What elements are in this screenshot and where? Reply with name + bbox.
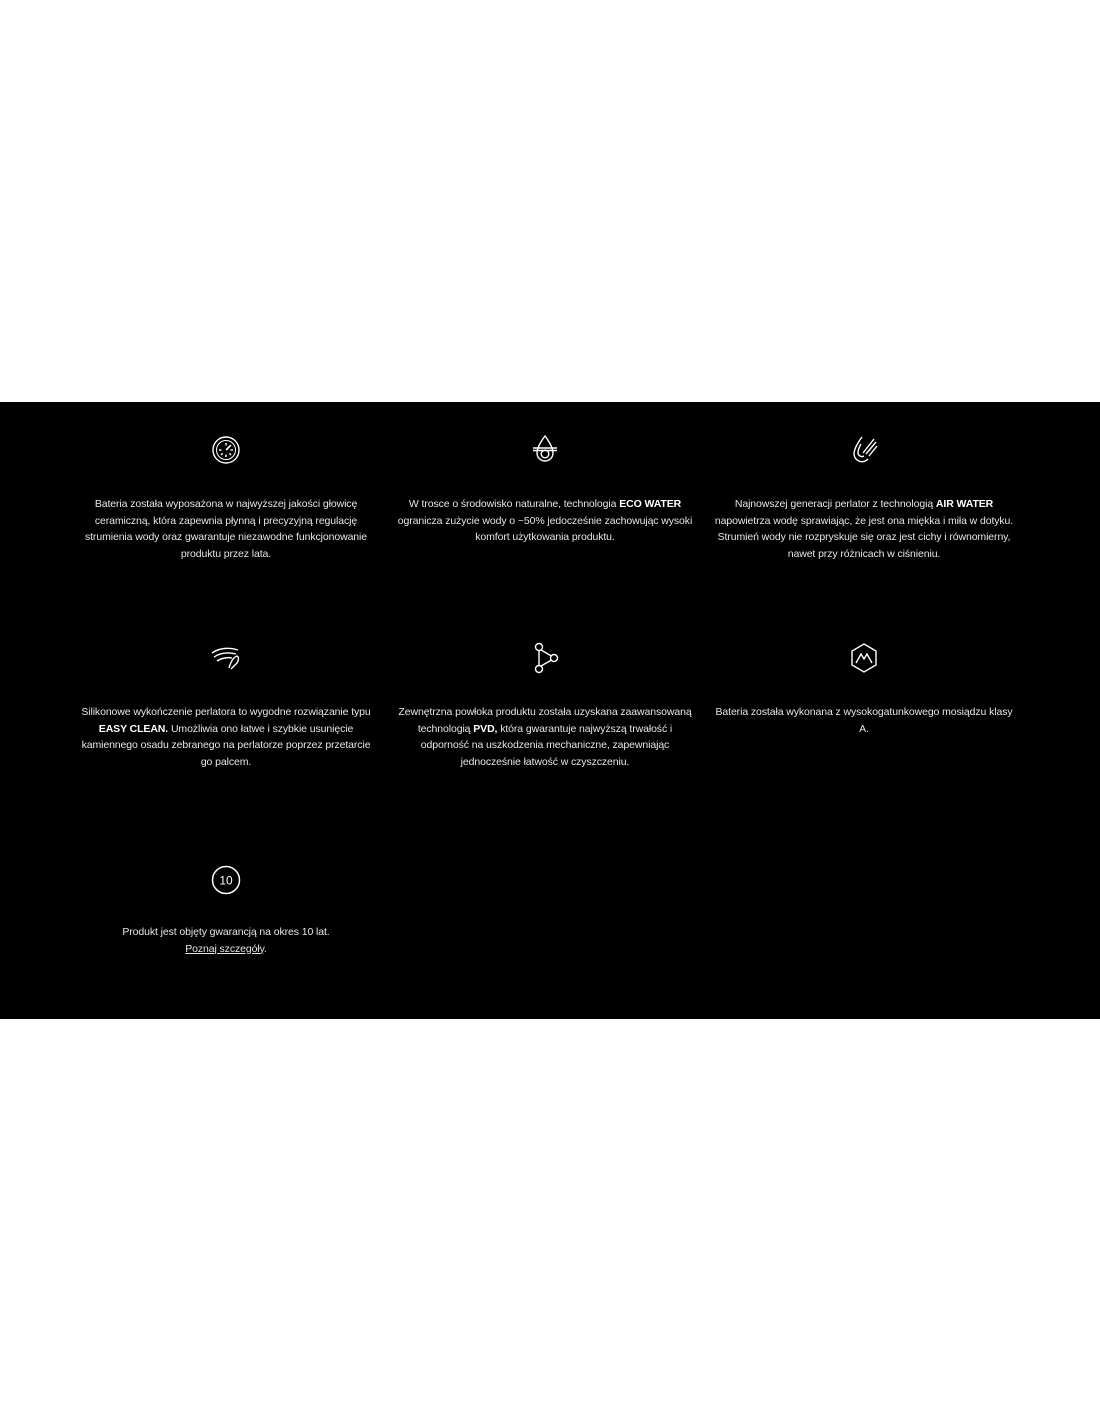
feature-pvd-coating <box>395 641 695 770</box>
feature-description: W trosce o środowisko naturalne, technologia ECO WATER ogranicza zużycie wody o ~50% jedocześnie zachowując wysoki komfort użytkowania produktu. <box>397 498 693 543</box>
feature-description: Produkt jest objęty gwarancją na okres 10 lat. Poznaj szczegóły. <box>122 926 330 955</box>
feature-warranty <box>76 865 376 957</box>
brass-hexagon-icon <box>847 641 881 675</box>
feature-brass <box>714 641 1014 737</box>
ceramic-cartridge-icon <box>209 433 243 467</box>
easy-clean-icon <box>209 641 243 675</box>
feature-air-water <box>714 433 1014 562</box>
warranty-icon-label: 10 <box>219 873 233 888</box>
feature-description: Bateria została wykonana z wysokogatunkowego mosiądzu klasy A. <box>715 706 1013 735</box>
air-water-icon <box>847 433 881 467</box>
warranty-10-icon <box>211 865 241 895</box>
feature-ceramic-cartridge <box>76 433 376 562</box>
details-link[interactable]: Poznaj szczegóły <box>185 942 264 955</box>
feature-eco-water <box>395 433 695 546</box>
feature-description: Najnowszej generacji perlator z technologią AIR WATER napowietrza wodę sprawiając, że jest ona miękka i miła w dotyku. Strumień wody nie rozpryskuje się oraz jest cichy i równomierny, nawet przy różnicach w ciśnieniu. <box>714 498 1014 560</box>
pvd-coating-icon <box>528 641 562 675</box>
feature-description: Bateria została wyposażona w najwyższej jakości głowicę ceramiczną, która zapewnia płynną i precyzyjną regulację strumienia wody oraz gwarantuje niezawodne funkcjonowanie produktu przez lata. <box>84 498 368 560</box>
feature-description: Silikonowe wykończenie perlatora to wygodne rozwiązanie typu EASY CLEAN. Umożliwia ono łatwe i szybkie usunięcie kamiennego osadu zebranego na perlatorze poprzez przetarcie go palcem. <box>81 706 371 768</box>
feature-easy-clean <box>76 641 376 770</box>
eco-water-drop-icon <box>528 433 562 467</box>
feature-description: Zewnętrzna powłoka produktu została uzyskana zaawansowaną technologią PVD, która gwarantuje najwyższą trwałość i odporność na uszkodzenia mechaniczne, zapewniając jednocześnie łatwość w czyszczeniu. <box>398 706 692 768</box>
